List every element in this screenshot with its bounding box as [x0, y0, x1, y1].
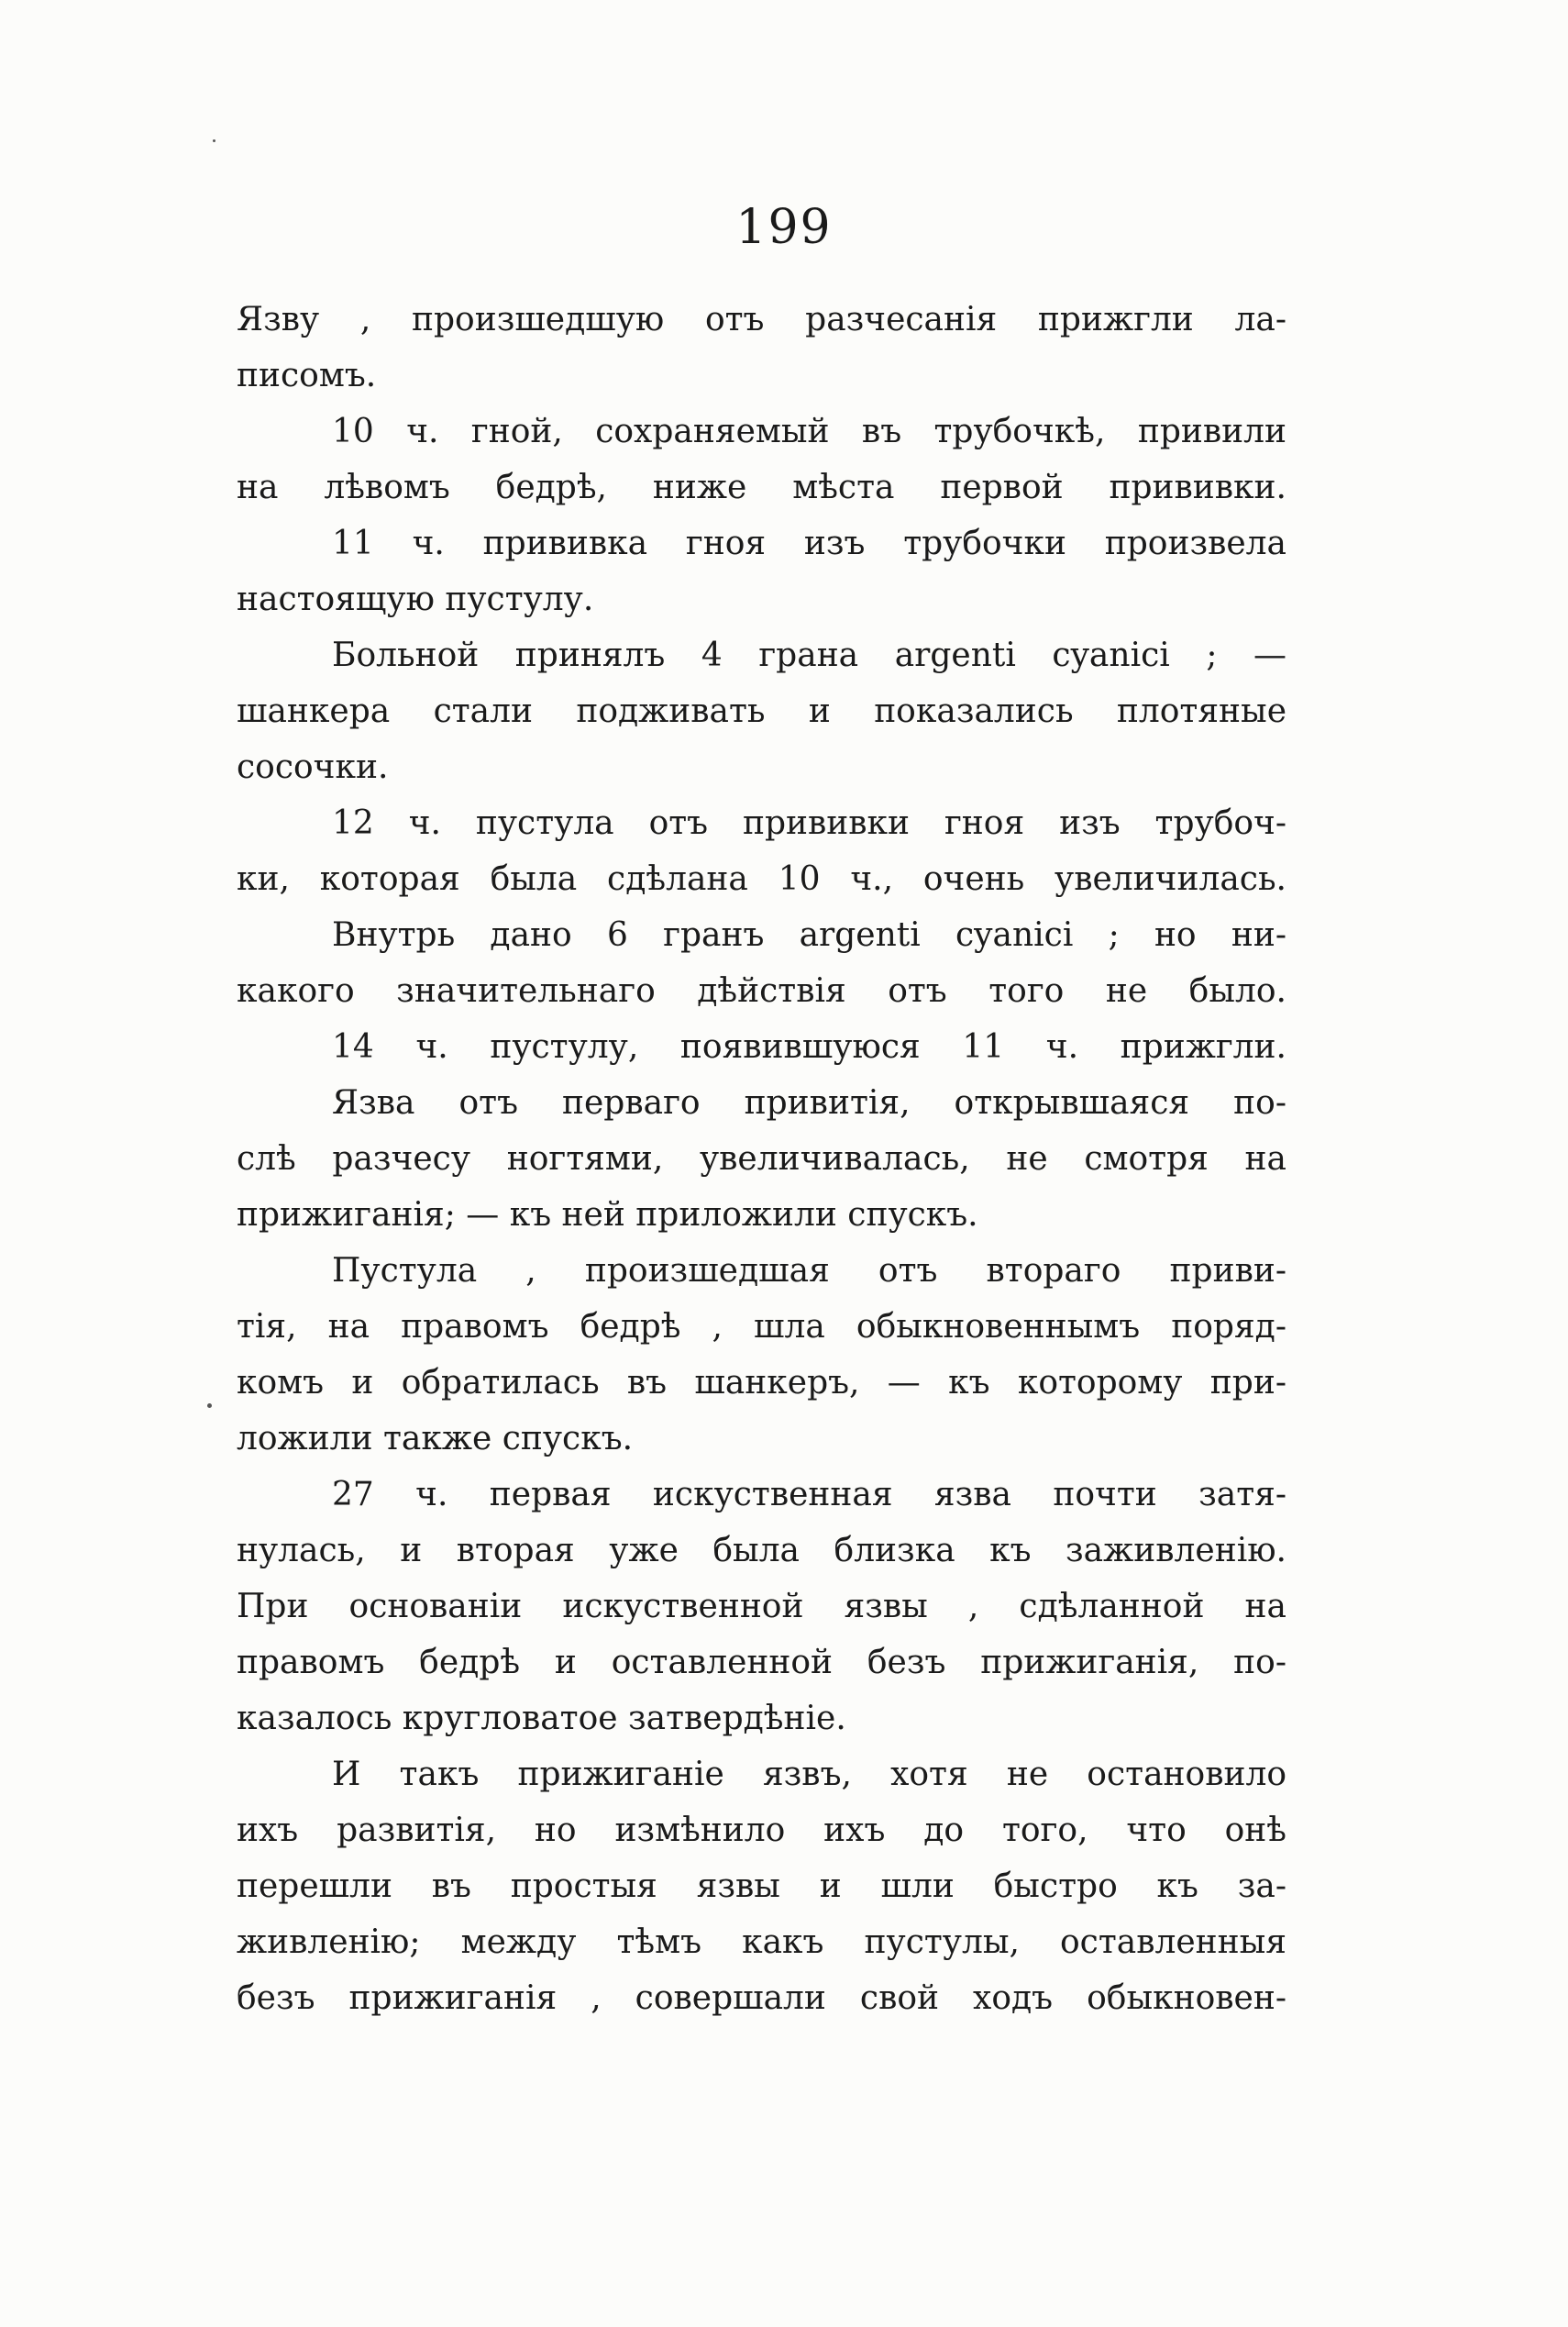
body-text: [237, 292, 1286, 2026]
text-line: какого значительнаго дѣйствія отъ того не было.: [237, 972, 1286, 1010]
text-line: 10 ч. гной, сохраняемый въ трубочкѣ, привили: [332, 413, 1286, 450]
text-line: живленію; между тѣмъ какъ пустулы, оставленныя: [237, 1923, 1286, 1961]
text-line: И такъ прижиганіе язвъ, хотя не остановило: [332, 1756, 1286, 1793]
text-line: 14 ч. пустулу, появившуюся 11 ч. прижгли.: [332, 1028, 1286, 1066]
page-number: 199: [735, 200, 833, 255]
text-line: ложили также спускъ.: [237, 1420, 634, 1457]
text-line: комъ и обратилась въ шанкеръ, — къ которому при-: [237, 1364, 1286, 1402]
text-line: прижиганія; — къ ней приложили спускъ.: [237, 1196, 978, 1234]
text-line: писомъ.: [237, 357, 377, 394]
text-line: Язву , произшедшую отъ разчесанія прижгли ла-: [237, 301, 1286, 338]
ink-speck: [207, 1403, 212, 1408]
text-line: правомъ бедрѣ и оставленной безъ прижиганія, по-: [237, 1644, 1286, 1681]
text-line: казалось кругловатое затвердѣніе.: [237, 1700, 846, 1737]
text-line: 11 ч. прививка гноя изъ трубочки произвела: [332, 525, 1286, 562]
text-line: 27 ч. первая искуственная язва почти затя-: [332, 1476, 1286, 1513]
ink-speck: [213, 139, 215, 142]
text-line: Пустула , произшедшая отъ втораго приви-: [332, 1252, 1286, 1290]
text-line: безъ прижиганія , совершали свой ходъ обыкновен-: [237, 1979, 1286, 2017]
text-line: Язва отъ перваго привитія, открывшаяся по-: [332, 1084, 1286, 1122]
text-line: сосочки.: [237, 748, 389, 786]
text-line: шанкера стали подживать и показались плотяные: [237, 693, 1286, 730]
text-line: перешли въ простыя язвы и шли быстро къ за-: [237, 1867, 1286, 1905]
text-line: тія, на правомъ бедрѣ , шла обыкновеннымъ поряд-: [237, 1308, 1286, 1346]
text-line: При основаніи искуственной язвы , сдѣланной на: [237, 1588, 1286, 1625]
text-line: Внутрь дано 6 гранъ argenti cyanici ; но ни-: [332, 916, 1286, 954]
text-line: на лѣвомъ бедрѣ, ниже мѣста первой прививки.: [237, 469, 1286, 506]
text-line: нулась, и вторая уже была близка къ заживленію.: [237, 1532, 1286, 1569]
text-line: слѣ разчесу ногтями, увеличивалась, не смотря на: [237, 1140, 1286, 1178]
text-line: ки, которая была сдѣлана 10 ч., очень увеличилась.: [237, 860, 1286, 898]
text-line: Больной принялъ 4 грана argenti cyanici ; —: [332, 637, 1286, 674]
text-line: 12 ч. пустула отъ прививки гноя изъ трубоч-: [332, 804, 1286, 842]
text-line: ихъ развитія, но измѣнило ихъ до того, что онѣ: [237, 1812, 1286, 1849]
text-line: настоящую пустулу.: [237, 581, 594, 618]
